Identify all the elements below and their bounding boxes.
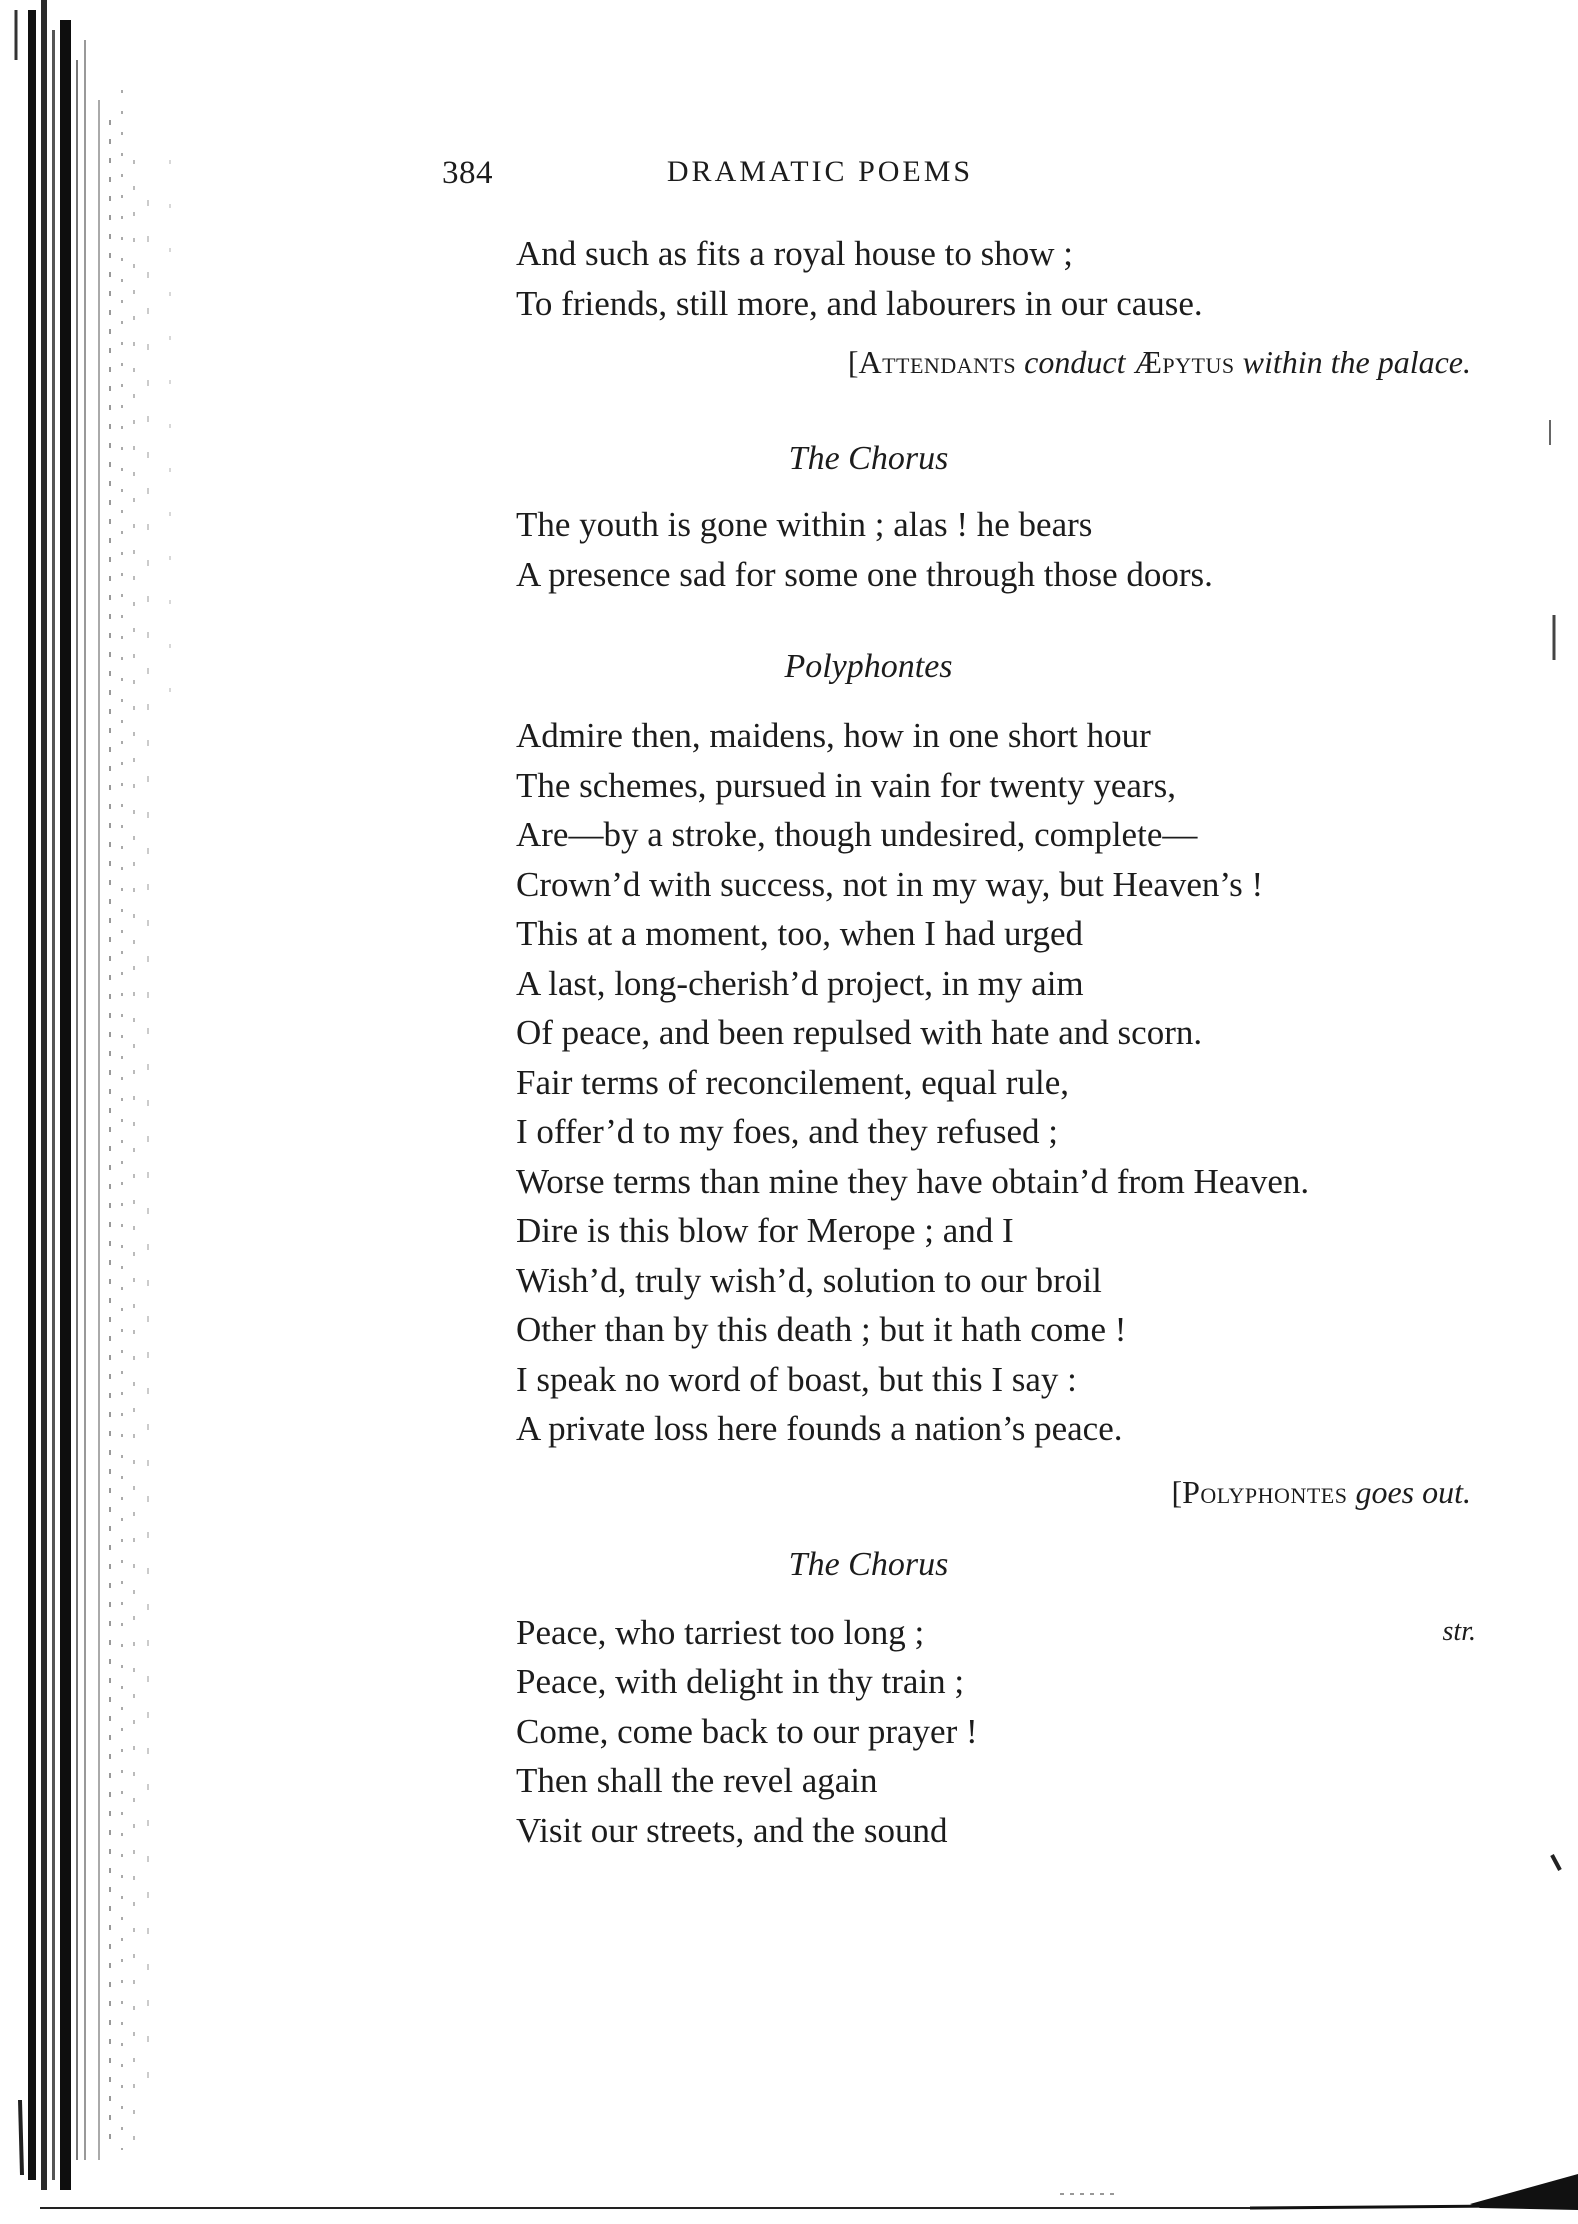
stage-rest: goes out. (1355, 1474, 1471, 1510)
verse-line: The youth is gone within ; alas ! he bears (516, 505, 1093, 544)
verse-line: And such as fits a royal house to show ; (516, 234, 1074, 273)
page-number: 384 (442, 155, 493, 191)
verse-line: A last, long-cherish’d project, in my aim (516, 964, 1084, 1003)
right-edge-marks (1540, 0, 1578, 1900)
verse-line: I speak no word of boast, but this I say : (516, 1360, 1077, 1399)
verse-line: Crown’d with success, not in my way, but Heaven’s ! (516, 865, 1264, 904)
verse-line: Other than by this death ; but it hath come ! (516, 1310, 1127, 1349)
verse-line: Then shall the revel again (516, 1761, 878, 1800)
bottom-page-edge (0, 2170, 1578, 2224)
stage-direction (1171, 1476, 1471, 1508)
strophe-label: str. (1442, 1616, 1476, 1647)
verse-line: The schemes, pursued in vain for twenty years, (516, 766, 1176, 805)
stage-verb: conduct (1024, 344, 1126, 380)
verse-line: To friends, still more, and labourers in our cause. (516, 284, 1203, 323)
stage-bracket: [ (1171, 1474, 1183, 1510)
verse-line: Fair terms of reconcilement, equal rule, (516, 1063, 1069, 1102)
verse-line: A private loss here founds a nation’s peace. (516, 1409, 1123, 1448)
stage-object: Æpytus (1133, 344, 1235, 380)
verse-line: A presence sad for some one through those doors. (516, 555, 1213, 594)
stage-rest: within the palace. (1242, 344, 1471, 380)
stage-bracket: [ (847, 344, 859, 380)
speaker-heading: The Chorus (788, 1546, 949, 1583)
verse-line: Dire is this blow for Merope ; and I (516, 1211, 1014, 1250)
stage-actor: Attendants (858, 344, 1017, 380)
verse-line: Peace, with delight in thy train ; (516, 1662, 965, 1701)
speaker-heading: The Chorus (788, 440, 949, 477)
verse-line: Come, come back to our prayer ! (516, 1712, 978, 1751)
binding-gutter-shadow (0, 0, 190, 2224)
verse-line: Are—by a stroke, though undesired, complete— (516, 815, 1198, 854)
speaker-heading: Polyphontes (784, 648, 953, 685)
verse-line: I offer’d to my foes, and they refused ; (516, 1112, 1059, 1151)
verse-line: Admire then, maidens, how in one short hour (516, 716, 1151, 755)
verse-line: This at a moment, too, when I had urged (516, 914, 1084, 953)
verse-line: Peace, who tarriest too long ; (516, 1613, 925, 1652)
verse-line: Visit our streets, and the sound (516, 1811, 948, 1850)
verse-line: Worse terms than mine they have obtain’d from Heaven. (516, 1162, 1310, 1201)
stage-direction (848, 346, 1471, 378)
stage-actor: Polyphontes (1182, 1474, 1348, 1510)
verse-line: Of peace, and been repulsed with hate and scorn. (516, 1013, 1203, 1052)
verse-line: Wish’d, truly wish’d, solution to our broil (516, 1261, 1102, 1300)
running-head: DRAMATIC POEMS (666, 155, 974, 188)
